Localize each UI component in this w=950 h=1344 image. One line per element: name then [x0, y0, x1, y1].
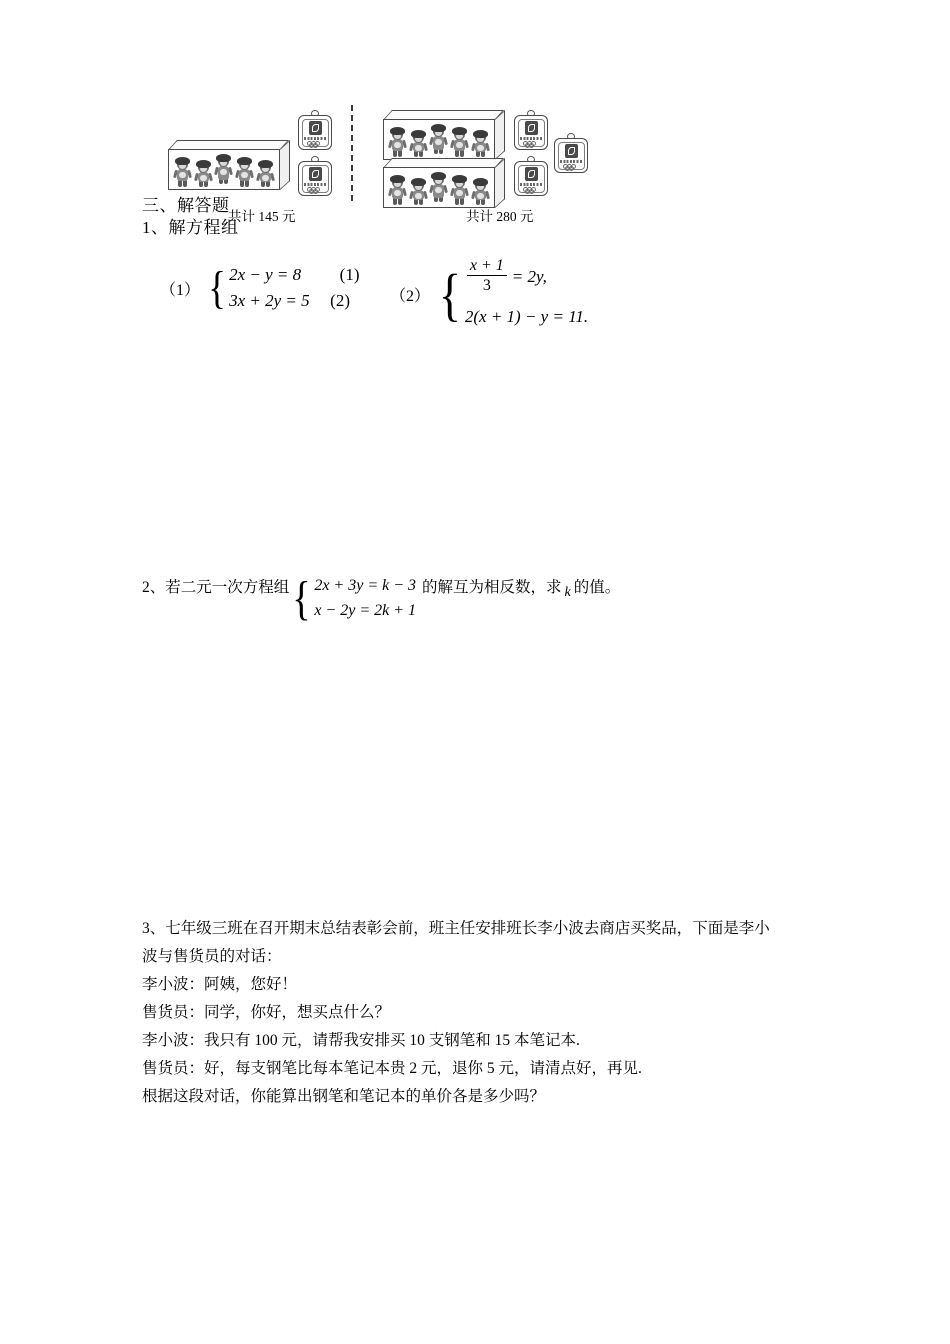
mascot-doll	[258, 162, 273, 187]
mascot-doll	[452, 129, 467, 157]
olympic-badge-icon	[554, 133, 588, 173]
box-side-face	[280, 140, 290, 190]
q1-part1-eq1-tag: (1)	[339, 265, 360, 284]
question-1-label: 1、解方程组	[142, 218, 239, 237]
q1-part1-eq2: 3x + 2y = 5	[229, 291, 310, 311]
mascot-doll	[431, 126, 446, 157]
mascot-group	[387, 123, 491, 157]
figure-divider	[351, 105, 353, 201]
system-brace: {	[208, 262, 226, 314]
system-brace: {	[292, 572, 312, 626]
mascot-doll	[452, 177, 467, 205]
q1-part1-eq2-tag: (2)	[330, 291, 350, 311]
section-heading: 三、解答题	[142, 196, 230, 215]
question-2	[142, 572, 621, 626]
mascot-doll	[431, 174, 446, 205]
q2-eq2: x − 2y = 2k + 1	[314, 601, 417, 619]
q1-part2-eq1-rhs: = 2y,	[511, 266, 547, 286]
mascot-doll	[175, 159, 190, 187]
q3-dialogue-line: 售货员：好，每支钢笔比每本笔记本贵 2 元，退你 5 元，请清点好，再见.	[142, 1060, 642, 1077]
fraction-denominator: 3	[482, 277, 491, 295]
mascot-doll	[473, 180, 488, 205]
q3-dialogue-line: 售货员：同学，你好，想买点什么？	[142, 1004, 391, 1021]
mascot-doll	[216, 156, 231, 187]
mascot-doll	[390, 177, 405, 205]
q2-suffix: 的值。	[573, 579, 621, 596]
q1-part1	[160, 262, 359, 315]
q3-line-2: 波与售货员的对话：	[142, 948, 282, 965]
fraction-numerator: x + 1	[469, 257, 504, 274]
left-group-caption: 共计 145 元	[228, 209, 296, 224]
q3-line-1: 3、七年级三班在召开期末总结表彰会前，班主任安排班长李小波去商店买奖品，下面是李小	[142, 920, 770, 937]
q2-mid: 的解互为相反数，求	[422, 579, 562, 596]
system-brace: {	[438, 261, 462, 327]
q1-part1-eq1: 2x − y = 8	[229, 265, 302, 284]
olympic-badge-icon	[298, 156, 332, 196]
mascot-doll	[237, 159, 252, 187]
mascot-doll	[390, 129, 405, 157]
q2-unknown: k	[564, 585, 571, 600]
q2-eq1: 2x + 3y = k − 3	[314, 577, 417, 594]
olympic-badge-icon	[514, 156, 548, 196]
q1-part2-marker: （2）	[390, 287, 431, 305]
q1-part2-fraction	[467, 257, 507, 295]
right-group-caption: 共计 280 元	[466, 209, 534, 224]
mascot-doll	[411, 132, 426, 157]
q1-part2	[390, 258, 588, 331]
q1-part2-eq2: 2(x + 1) − y = 11.	[464, 307, 589, 327]
q3-dialogue-line: 李小波：我只有 100 元，请帮我安排买 10 支钢笔和 15 本笔记本.	[142, 1032, 580, 1049]
olympic-badge-icon	[298, 110, 332, 150]
q1-part1-marker: （1）	[160, 281, 201, 299]
mascot-doll	[473, 132, 488, 157]
mascot-doll	[196, 162, 211, 187]
mascot-group	[387, 171, 491, 205]
olympic-badge-icon	[514, 110, 548, 150]
q2-prefix: 2、若二元一次方程组	[142, 579, 290, 596]
mascot-group	[172, 153, 276, 187]
q3-question: 根据这段对话，你能算出钢笔和笔记本的单价各是多少吗？	[142, 1088, 546, 1105]
q3-dialogue-line: 李小波：阿姨，您好！	[142, 976, 298, 993]
mascot-doll	[411, 180, 426, 205]
